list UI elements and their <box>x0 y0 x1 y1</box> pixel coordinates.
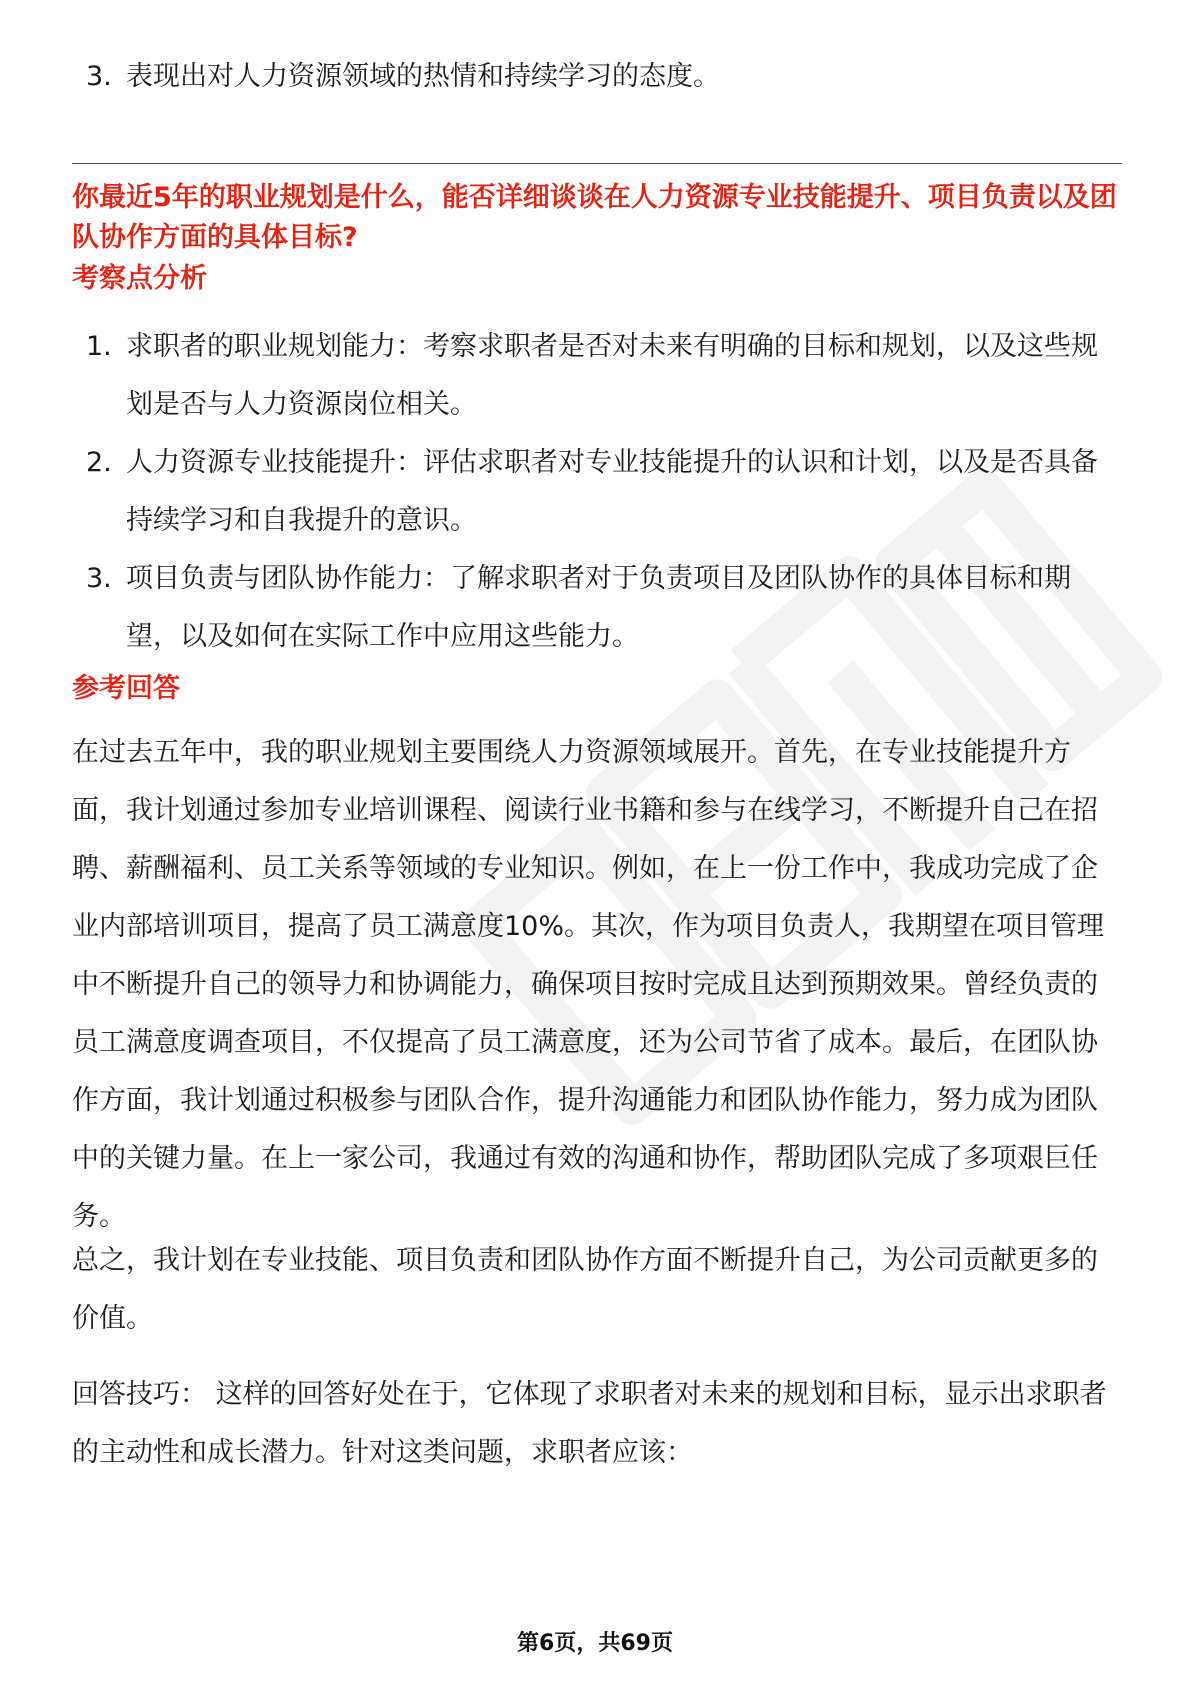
list-text: 求职者的职业规划能力：考察求职者是否对未来有明确的目标和规划，以及这些规划是否与人力资源岗位相关。 <box>126 331 1098 420</box>
tips-paragraph: 回答技巧： 这样的回答好处在于，它体现了求职者对未来的规划和目标，显示出求职者的主动性和成长潜力。针对这类问题，求职者应该： <box>72 1379 1107 1468</box>
list-number: 1. <box>86 331 112 362</box>
divider <box>72 163 1122 164</box>
list-item <box>72 434 1122 550</box>
list-item <box>72 318 1122 434</box>
summary-paragraph: 总之，我计划在专业技能、项目负责和团队协作方面不断提升自己，为公司贡献更多的价值。 <box>72 1245 1098 1334</box>
answer-heading: 参考回答 <box>72 673 180 704</box>
top-list <box>72 48 1122 106</box>
analysis-list <box>72 318 1122 666</box>
list-number: 3. <box>86 563 112 594</box>
list-item <box>72 550 1122 666</box>
question-title: 你最近5年的职业规划是什么，能否详细谈谈在人力资源专业技能提升、项目负责以及团队协作方面的具体目标? <box>72 182 1117 253</box>
list-text: 人力资源专业技能提升：评估求职者对专业技能提升的认识和计划，以及是否具备持续学习和自我提升的意识。 <box>126 447 1098 536</box>
list-number: 3. <box>86 61 112 92</box>
analysis-heading: 考察点分析 <box>72 263 207 294</box>
list-number: 2. <box>86 447 112 478</box>
list-text: 项目负责与团队协作能力：了解求职者对于负责项目及团队协作的具体目标和期望，以及如何在实际工作中应用这些能力。 <box>126 563 1071 652</box>
answer-paragraph: 在过去五年中，我的职业规划主要围绕人力资源领域展开。首先，在专业技能提升方面，我计划通过参加专业培训课程、阅读行业书籍和参与在线学习，不断提升自己在招聘、薪酬福利、员工关系等领域的专业知识。例如，在上一份工作中，我成功完成了企业内部培训项目，提高了员工满意度10%。其次，作为项目负责人，我期望在项目管理中不断提升自己的领导力和协调能力，确保项目按时完成且达到预期效果。曾经负责的员工满意度调查项目，不仅提高了员工满意度，还为公司节省了成本。最后，在团队协作方面，我计划通过积极参与团队合作，提升沟通能力和团队协作能力，努力成为团队中的关键力量。在上一家公司，我通过有效的沟通和协作，帮助团队完成了多项艰巨任务。 <box>72 737 1105 1232</box>
page-number: 第6页，共69页 <box>517 1631 673 1656</box>
list-text: 表现出对人力资源领域的热情和持续学习的态度。 <box>126 61 720 92</box>
list-item <box>72 48 1122 106</box>
